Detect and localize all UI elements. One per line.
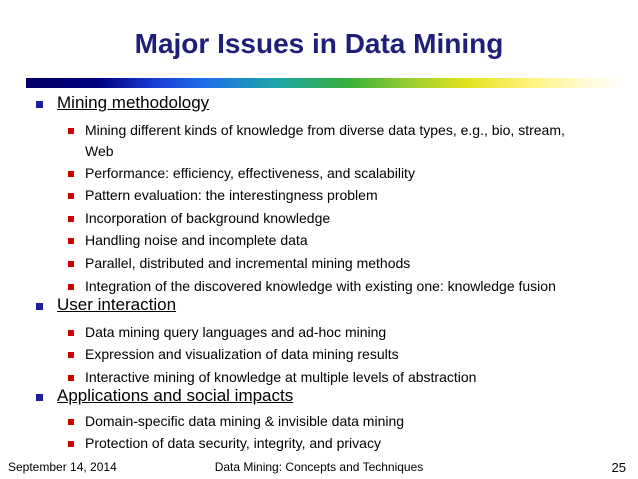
list-item: Domain-specific data mining & invisible data mining <box>85 413 405 429</box>
footer-date: September 14, 2014 <box>8 460 117 474</box>
list-item: Handling noise and incomplete data <box>85 232 308 248</box>
item-bullet-icon <box>68 419 74 425</box>
section-bullet-icon <box>36 101 43 108</box>
list-item: Integration of the discovered knowledge with existing one: knowledge fusion <box>85 278 556 294</box>
item-bullet-icon <box>68 238 74 244</box>
item-bullet-icon <box>68 171 74 177</box>
list-item: Performance: efficiency, effectiveness, and scalability <box>85 165 415 181</box>
item-bullet-icon <box>68 193 74 199</box>
item-bullet-icon <box>68 128 74 134</box>
section-bullet-icon <box>36 394 43 401</box>
slide-title: Major Issues in Data Mining <box>134 28 504 59</box>
item-bullet-icon <box>68 216 74 222</box>
list-item: Protection of data security, integrity, and privacy <box>85 435 381 451</box>
title-divider <box>26 78 624 88</box>
footer-title: Data Mining: Concepts and Techniques <box>214 460 424 474</box>
list-item: Parallel, distributed and incremental mining methods <box>85 255 411 271</box>
section-heading: User interaction <box>57 295 177 314</box>
page-number: 25 <box>611 460 626 475</box>
list-item: Interactive mining of knowledge at multiple levels of abstraction <box>85 369 477 385</box>
item-bullet-icon <box>68 330 74 336</box>
section-heading: Applications and social impacts <box>57 386 294 405</box>
list-item: Incorporation of background knowledge <box>85 210 331 226</box>
list-item: Pattern evaluation: the interestingness problem <box>85 187 378 203</box>
list-item: Expression and visualization of data mining results <box>85 346 399 362</box>
section-bullet-icon <box>36 303 43 310</box>
section-heading: Mining methodology <box>57 93 210 112</box>
item-bullet-icon <box>68 284 74 290</box>
item-bullet-icon <box>68 261 74 267</box>
item-bullet-icon <box>68 375 74 381</box>
list-item: Mining different kinds of knowledge from diverse data types, e.g., bio, stream, Web <box>85 122 565 159</box>
item-bullet-icon <box>68 441 74 447</box>
list-item: Data mining query languages and ad-hoc mining <box>85 324 387 340</box>
item-bullet-icon <box>68 352 74 358</box>
